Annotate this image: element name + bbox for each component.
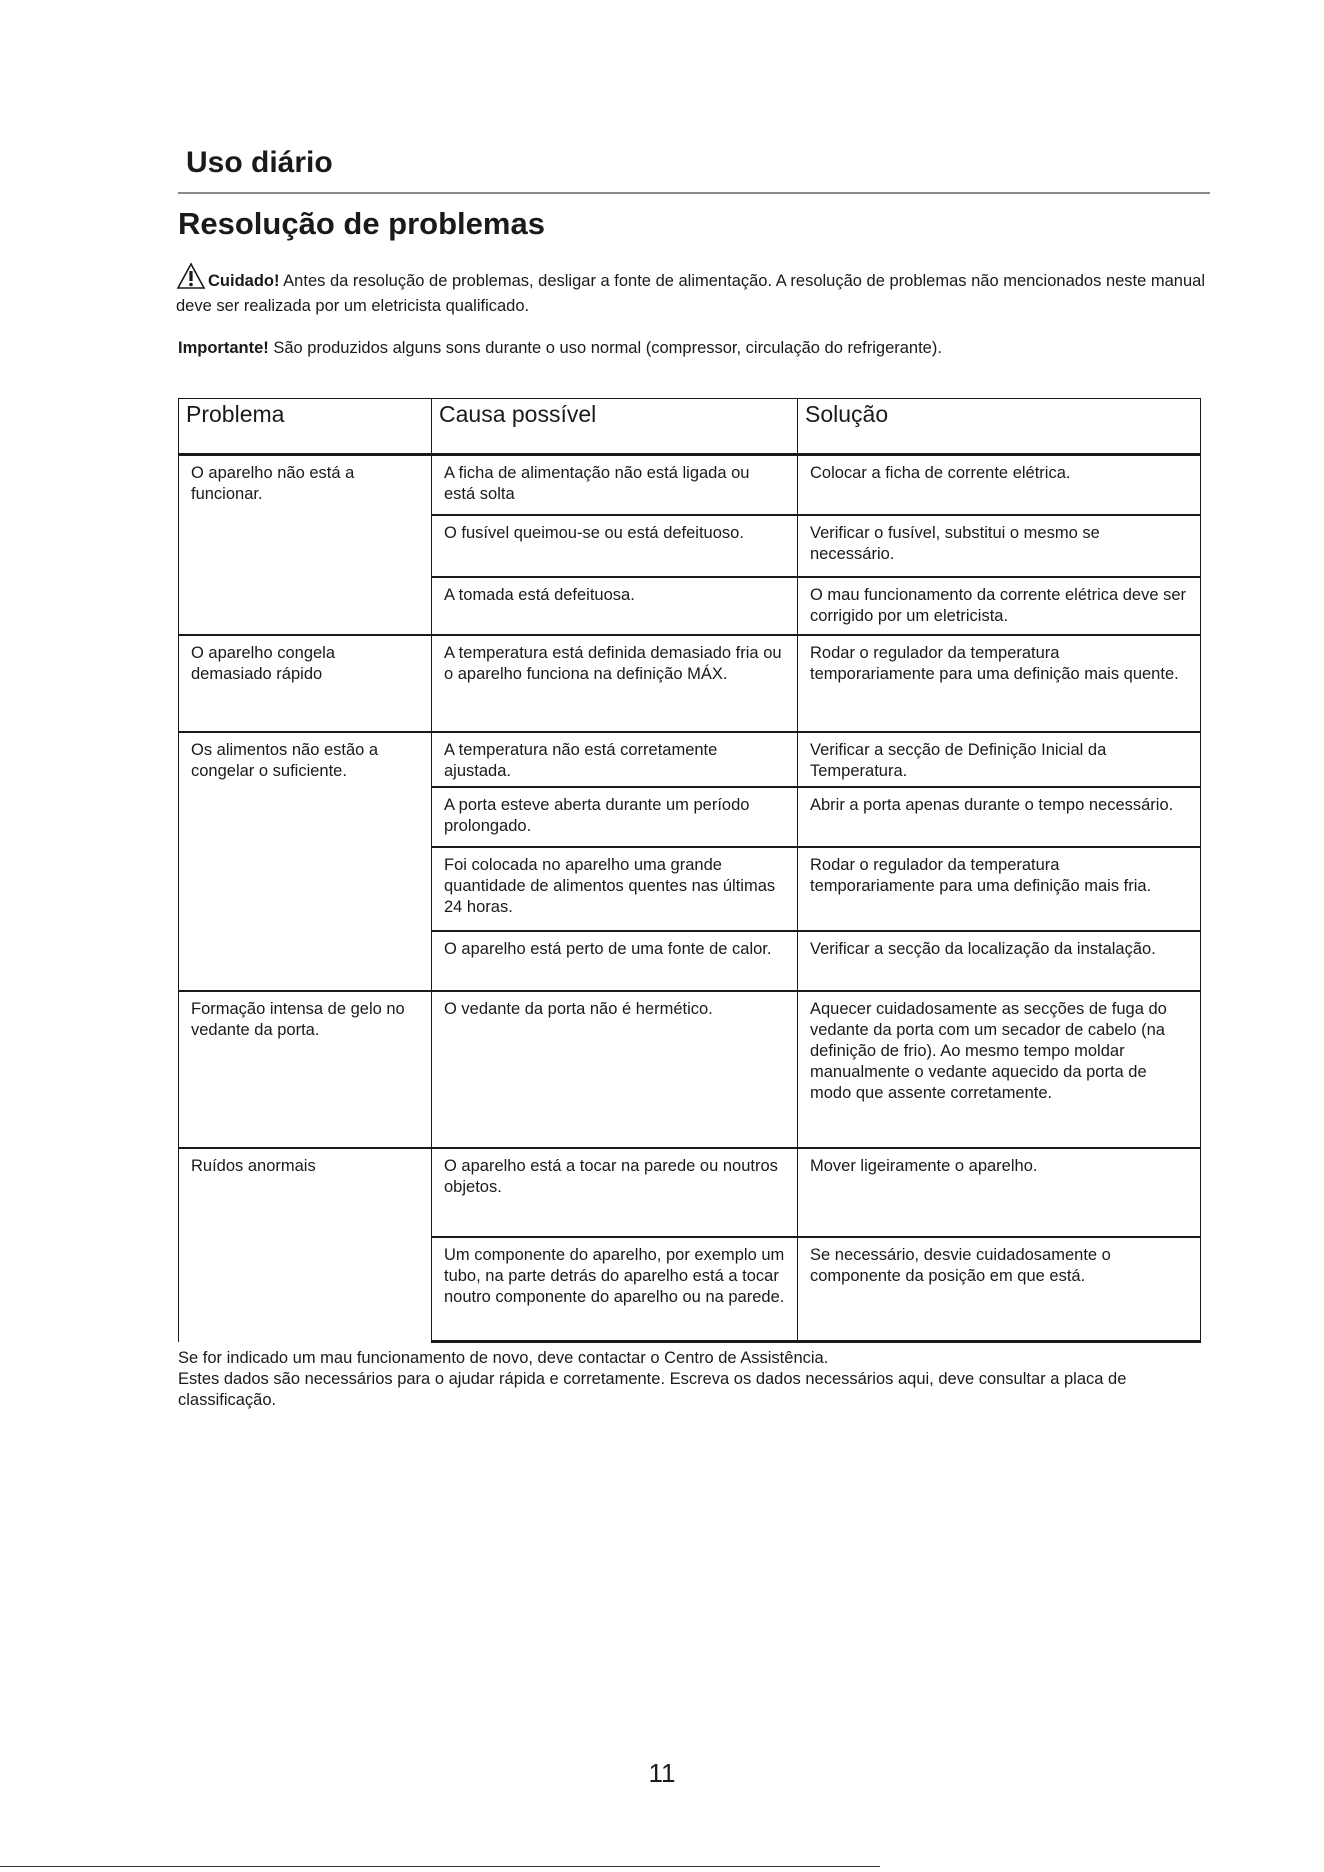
- cause-cell: O aparelho está perto de uma fonte de calor.: [432, 931, 798, 991]
- cause-cell: O vedante da porta não é hermético.: [432, 991, 798, 1148]
- solution-cell: Se necessário, desvie cuidadosamente o componente da posição em que está.: [798, 1237, 1201, 1342]
- solution-cell: Verificar a secção de Definição Inicial da Temperatura.: [798, 732, 1201, 787]
- cause-cell: A tomada está defeituosa.: [432, 577, 798, 635]
- footer-line: Se for indicado um mau funcionamento de novo, deve contactar o Centro de Assistência.: [178, 1349, 829, 1367]
- problem-cell: Formação intensa de gelo no vedante da porta.: [179, 991, 432, 1148]
- solution-cell: Aquecer cuidadosamente as secções de fuga do vedante da porta com um secador de cabelo (na definição de frio). Ao mesmo tempo moldar manualmente o vedante aquecido da porta de modo que assente corretamente.: [798, 991, 1201, 1148]
- solution-cell: Verificar a secção da localização da instalação.: [798, 931, 1201, 991]
- important-notice: [178, 338, 942, 359]
- caution-notice: [176, 262, 1216, 317]
- cause-cell: O fusível queimou-se ou está defeituoso.: [432, 515, 798, 577]
- cause-cell: A temperatura não está corretamente ajustada.: [432, 732, 798, 787]
- table-row: [179, 635, 1201, 732]
- column-header-cause: Causa possível: [432, 399, 798, 455]
- footer-note: [178, 1348, 1210, 1411]
- bottom-divider: [0, 1866, 880, 1867]
- cause-cell: A temperatura está definida demasiado fria ou o aparelho funciona na definição MÁX.: [432, 635, 798, 732]
- cause-cell: A porta esteve aberta durante um período prolongado.: [432, 787, 798, 847]
- important-label: Importante!: [178, 339, 269, 357]
- troubleshooting-table: [178, 398, 1201, 1343]
- cause-cell: Um componente do aparelho, por exemplo um tubo, na parte detrás do aparelho está a tocar noutro componente do aparelho ou na parede.: [432, 1237, 798, 1342]
- table-row: [179, 991, 1201, 1148]
- warning-triangle-icon: [176, 262, 206, 296]
- column-header-problem: Problema: [179, 399, 432, 455]
- table-header-row: [179, 399, 1201, 455]
- caution-label: Cuidado!: [208, 272, 280, 290]
- cause-cell: Foi colocada no aparelho uma grande quantidade de alimentos quentes nas últimas 24 horas.: [432, 847, 798, 931]
- cause-cell: A ficha de alimentação não está ligada ou está solta: [432, 455, 798, 516]
- solution-cell: Abrir a porta apenas durante o tempo necessário.: [798, 787, 1201, 847]
- solution-cell: Rodar o regulador da temperatura temporariamente para uma definição mais fria.: [798, 847, 1201, 931]
- solution-cell: Rodar o regulador da temperatura temporariamente para uma definição mais quente.: [798, 635, 1201, 732]
- problem-cell: Ruídos anormais: [179, 1148, 432, 1342]
- page-title: Resolução de problemas: [178, 206, 545, 241]
- solution-cell: Verificar o fusível, substitui o mesmo se necessário.: [798, 515, 1201, 577]
- problem-cell: O aparelho congela demasiado rápido: [179, 635, 432, 732]
- page-number: 11: [648, 1758, 676, 1788]
- solution-cell: O mau funcionamento da corrente elétrica deve ser corrigido por um eletricista.: [798, 577, 1201, 635]
- header-divider: [178, 192, 1210, 194]
- section-title: Uso diário: [186, 146, 333, 179]
- table-row: [179, 1148, 1201, 1237]
- cause-cell: O aparelho está a tocar na parede ou noutros objetos.: [432, 1148, 798, 1237]
- table-row: [179, 455, 1201, 516]
- solution-cell: Mover ligeiramente o aparelho.: [798, 1148, 1201, 1237]
- problem-cell: Os alimentos não estão a congelar o suficiente.: [179, 732, 432, 991]
- solution-cell: Colocar a ficha de corrente elétrica.: [798, 455, 1201, 516]
- column-header-solution: Solução: [798, 399, 1201, 455]
- problem-cell: O aparelho não está a funcionar.: [179, 455, 432, 636]
- table-row: [179, 732, 1201, 787]
- footer-line: Estes dados são necessários para o ajudar rápida e corretamente. Escreva os dados necessários aqui, deve consultar a placa de classificação.: [178, 1370, 1127, 1409]
- caution-text: Antes da resolução de problemas, desligar a fonte de alimentação. A resolução de problemas não mencionados neste manual deve ser realizada por um eletricista qualificado.: [176, 272, 1206, 315]
- important-text: São produzidos alguns sons durante o uso normal (compressor, circulação do refrigerante).: [268, 339, 942, 357]
